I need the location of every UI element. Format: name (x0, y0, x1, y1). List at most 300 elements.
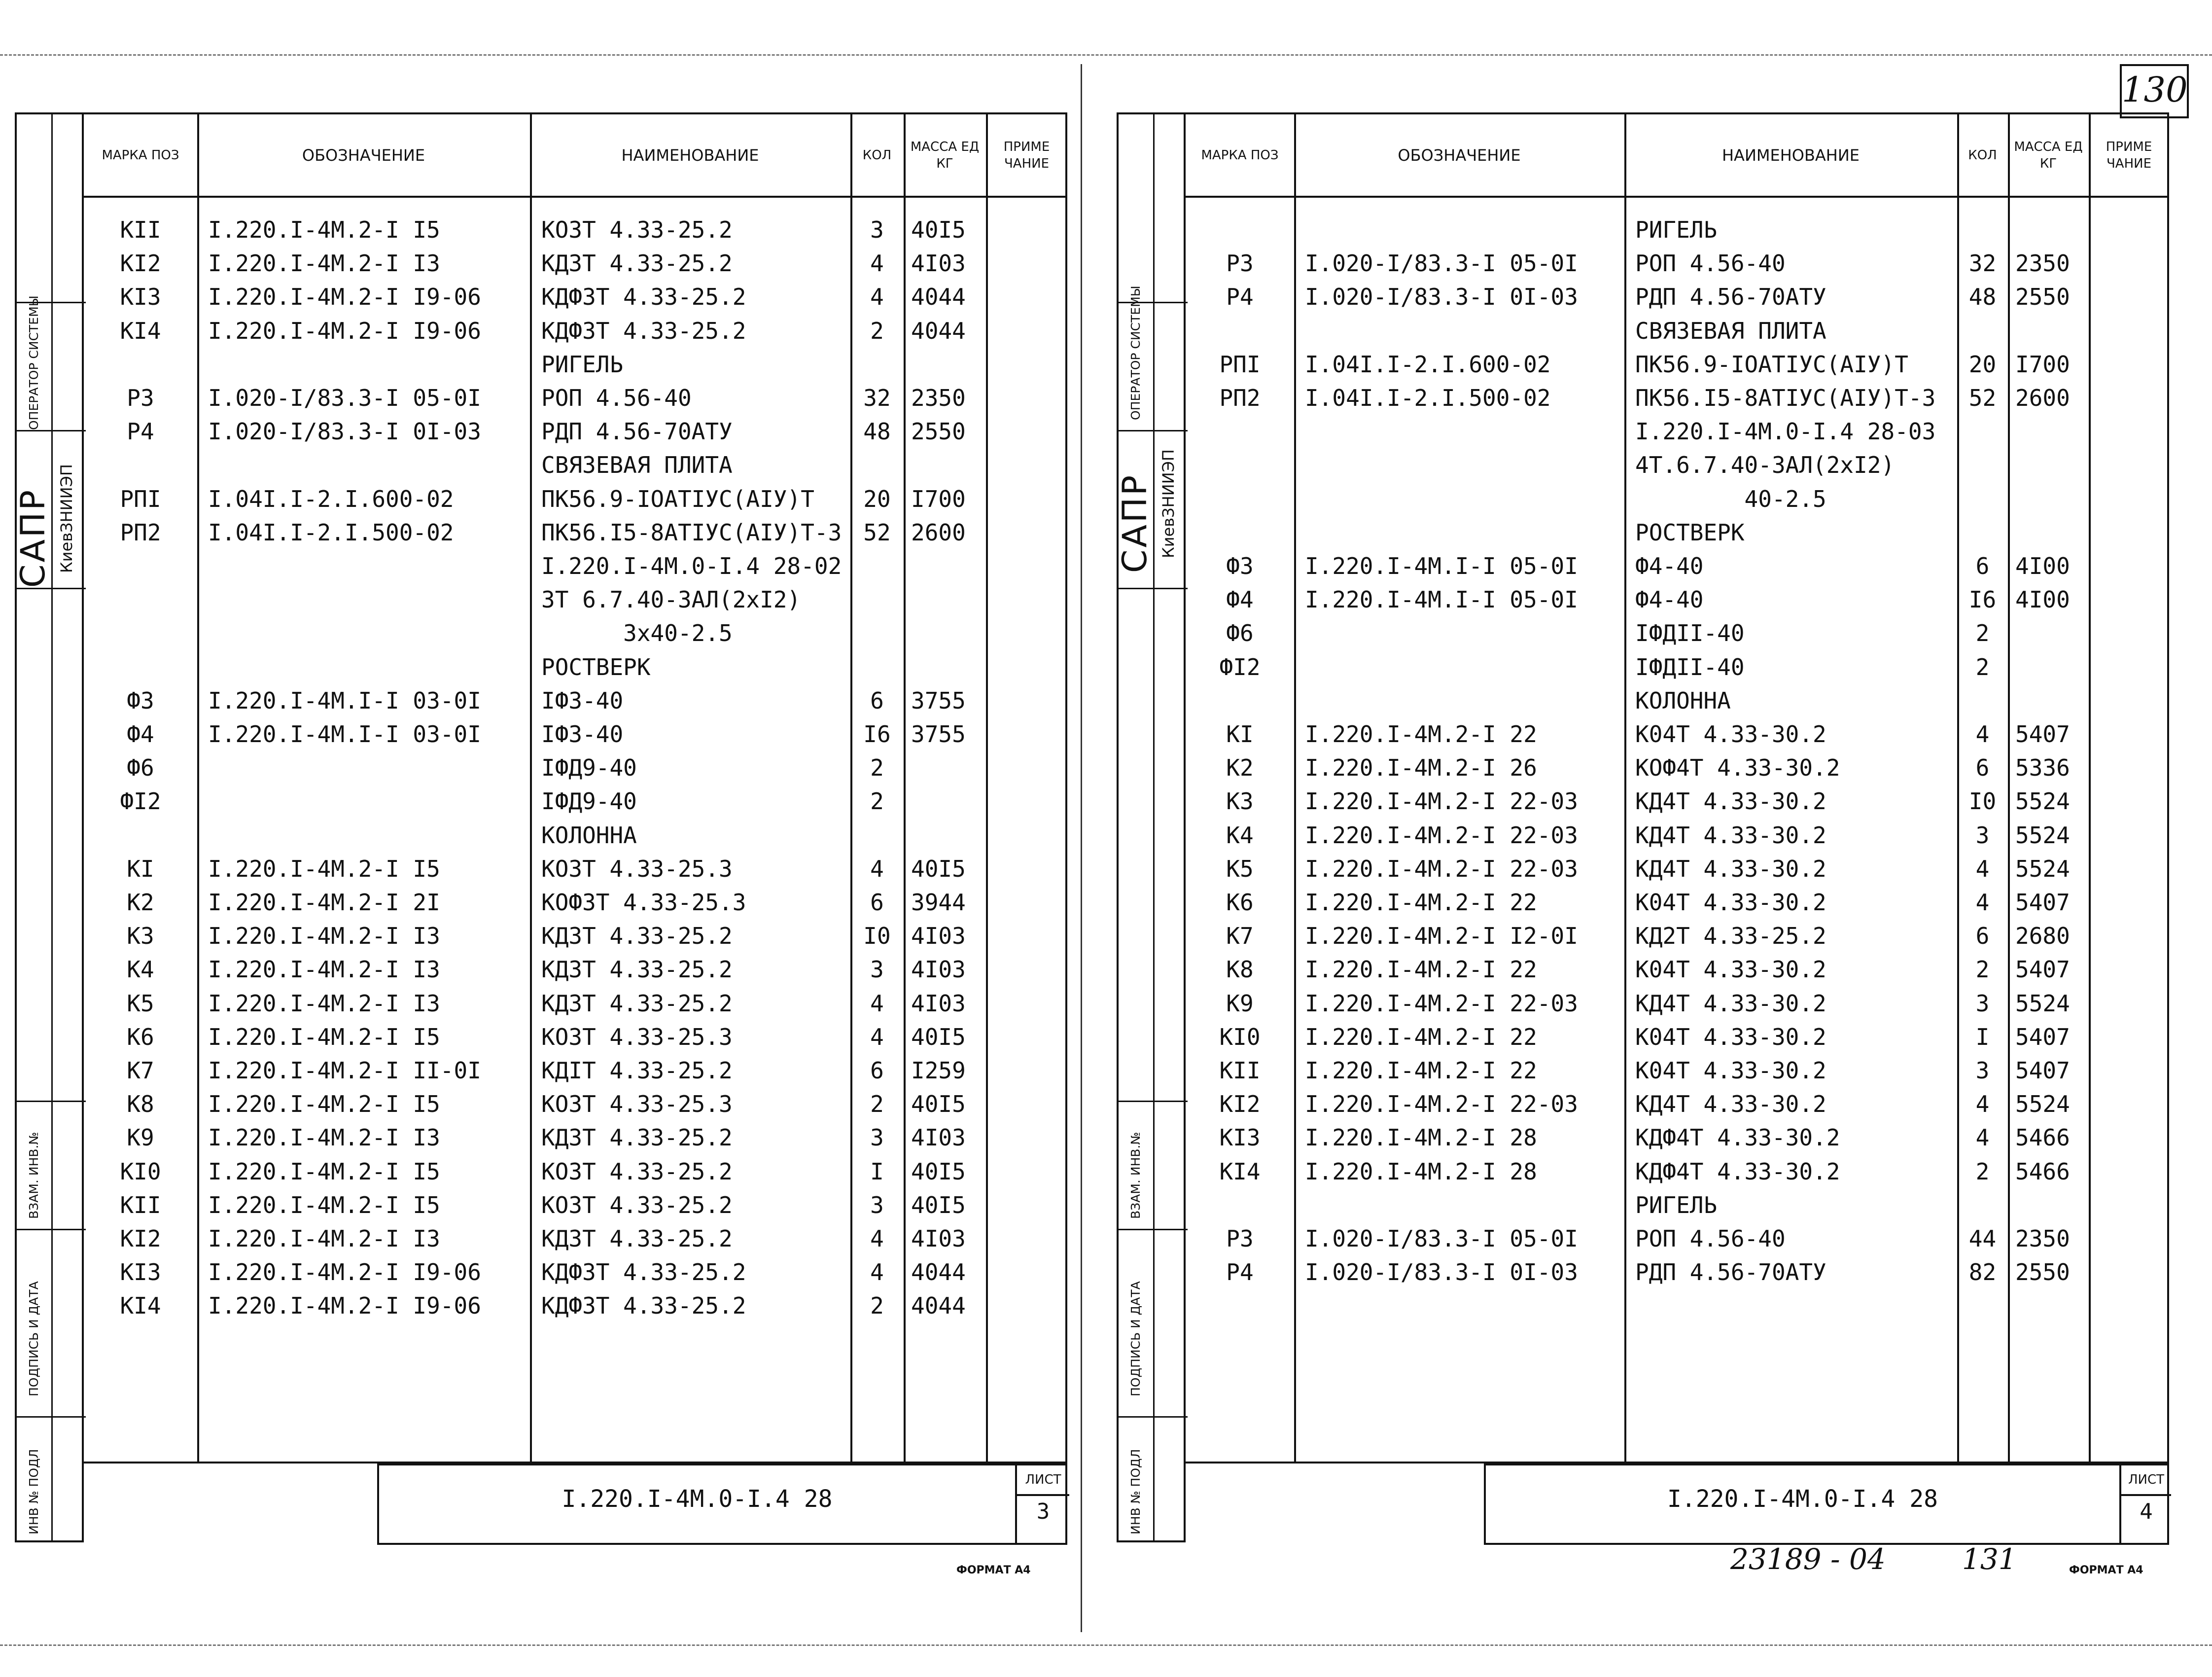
format-label: ФОРМАТ А4 (956, 1564, 1031, 1576)
row-designation: I.220.I-4M.2-I I5 (208, 855, 440, 882)
table-row (84, 1188, 1065, 1222)
row-qty: 2 (1975, 620, 1990, 647)
row-designation: I.220.I-4M.2-I 22 (1305, 889, 1537, 916)
row-mass: 4044 (911, 1292, 966, 1320)
row-name: РОП 4.56-40 (1635, 250, 1786, 277)
row-mass: 5407 (2015, 889, 2070, 916)
row-name: Ф4-40 (1635, 586, 1704, 613)
table-row (84, 1121, 1065, 1154)
table-row (1186, 1222, 2167, 1255)
row-name: КДЗТ 4.33-25.2 (541, 956, 733, 983)
row-mass: 5407 (2015, 956, 2070, 983)
row-mark: ФI2 (1219, 653, 1261, 680)
row-qty: 20 (863, 485, 891, 512)
row-name: РИГЕЛЬ (1635, 216, 1718, 243)
row-qty: 4 (870, 250, 884, 277)
table-row (1186, 616, 2167, 650)
row-name: КД4Т 4.33-30.2 (1635, 821, 1826, 849)
row-name: КОЗТ 4.33-25.3 (541, 855, 733, 882)
row-name: КОЛОННА (1635, 687, 1731, 714)
row-mass: 40I5 (911, 1158, 966, 1185)
archive-number: 23189 - 04 (1730, 1542, 1886, 1576)
row-designation: I.220.I-4M.2-I 22-03 (1305, 788, 1578, 815)
header-name: НАИМЕНОВАНИЕ (621, 145, 759, 165)
stamp-inv-orig-label: ИНВ № ПОДЛ (1128, 1449, 1143, 1534)
row-mark: К9 (1226, 990, 1254, 1017)
row-mark: Ф3 (1226, 553, 1254, 579)
row-designation: I.220.I-4M.I-I 05-0I (1305, 553, 1578, 579)
row-name: КОФ4Т 4.33-30.2 (1635, 754, 1840, 782)
row-name: КОЛОННА (541, 821, 637, 849)
row-name: К04Т 4.33-30.2 (1635, 1057, 1826, 1084)
row-name: ПК56.I5-8ATIУС(AIУ)T-3 (1635, 385, 1936, 411)
right-stamp-column (1117, 112, 1186, 1542)
row-designation: I.020-I/83.3-I 0I-03 (1305, 1259, 1578, 1286)
row-mass: 2350 (2015, 250, 2070, 277)
table-row (84, 1255, 1065, 1289)
table-row (84, 1222, 1065, 1255)
table-row (1186, 1054, 2167, 1087)
row-mass: 4044 (911, 284, 966, 311)
row-name: Ф4-40 (1635, 553, 1704, 579)
header-name: НАИМЕНОВАНИЕ (1721, 145, 1860, 165)
row-designation: I.020-I/83.3-I 05-0I (208, 385, 481, 411)
row-qty: 32 (1968, 250, 1997, 277)
row-qty: 4 (1975, 721, 1990, 748)
row-name: 4T.6.7.40-3АЛ(2хI2) (1635, 452, 1895, 479)
table-row (84, 953, 1065, 986)
row-qty: 2 (870, 788, 884, 815)
row-designation: I.020-I/83.3-I 05-0I (1305, 1225, 1578, 1252)
table-row (1186, 1020, 2167, 1054)
row-qty: 4 (1975, 1124, 1990, 1151)
sheet-divider (1081, 64, 1082, 1632)
row-designation: I.220.I-4M.2-I I3 (208, 250, 440, 277)
row-mark: Ф6 (1226, 620, 1254, 647)
table-row (1186, 348, 2167, 381)
row-mark: КII (120, 1191, 161, 1218)
row-name: РИГЕЛЬ (1635, 1191, 1718, 1218)
row-name: К04Т 4.33-30.2 (1635, 956, 1826, 983)
row-mass: 40I5 (911, 1091, 966, 1118)
row-mark: Р3 (127, 385, 154, 411)
row-mark: РПI (1219, 351, 1261, 378)
row-mark: Р4 (1226, 1259, 1254, 1286)
row-designation: I.220.I-4M.2-I I9-06 (208, 1292, 481, 1320)
header-designation: ОБОЗНАЧЕНИЕ (1398, 145, 1521, 165)
row-qty: 44 (1968, 1225, 1997, 1252)
table-row (84, 886, 1065, 919)
row-mark: КI3 (120, 284, 161, 311)
row-qty: 2 (870, 754, 884, 782)
sheet-number: 3 (1036, 1499, 1050, 1524)
stamp-org-label: КиевЗНИИЭП (1159, 449, 1178, 558)
title-block-left (377, 1463, 1067, 1545)
row-name: КДЗТ 4.33-25.2 (541, 1124, 733, 1151)
row-mass: 5407 (2015, 721, 2070, 748)
table-row (1186, 717, 2167, 751)
table-row-group (1186, 684, 2167, 717)
row-designation: I.220.I-4M.2-I 22-03 (1305, 855, 1578, 882)
row-mass: 2350 (2015, 1225, 2070, 1252)
header-qty: КОЛ (862, 147, 892, 163)
row-name: IФДII-40 (1635, 653, 1745, 680)
table-row (1186, 751, 2167, 785)
row-mass: 5466 (2015, 1158, 2070, 1185)
table-row (1186, 819, 2167, 852)
row-qty: 4 (1975, 1091, 1990, 1118)
row-designation: I.220.I-4M.2-I I5 (208, 1191, 440, 1218)
row-mark: КI (127, 855, 154, 882)
row-name: КОЗТ 4.33-25.2 (541, 1158, 733, 1185)
row-designation: I.220.I-4M.2-I I3 (208, 990, 440, 1017)
header-qty: КОЛ (1968, 147, 1997, 163)
row-name: РИГЕЛЬ (541, 351, 624, 378)
row-mass: 4I03 (911, 956, 966, 983)
table-row (84, 919, 1065, 953)
row-qty: 4 (1975, 855, 1990, 882)
stamp-operator-label: ОПЕРАТОР СИСТЕМЫ (27, 295, 41, 430)
row-mass: 4I00 (2015, 586, 2070, 613)
stamp-inv-sub-label: ВЗАМ. ИНВ.№ (27, 1132, 41, 1219)
row-name: КДIТ 4.33-25.2 (541, 1057, 733, 1084)
row-mass: 5524 (2015, 855, 2070, 882)
row-qty: 3 (870, 1124, 884, 1151)
doc-number: I.220.I-4M.0-I.4 28 (1667, 1485, 1938, 1513)
row-designation: I.220.I-4M.2-I 22-03 (1305, 990, 1578, 1017)
row-qty: 4 (870, 1225, 884, 1252)
row-qty: 4 (870, 990, 884, 1017)
row-qty: 20 (1968, 351, 1997, 378)
row-designation: I.220.I-4M.2-I I3 (208, 1124, 440, 1151)
row-designation: I.04I.I-2.I.600-02 (1305, 351, 1551, 378)
row-qty: 32 (863, 385, 891, 411)
table-row (84, 314, 1065, 348)
table-row-group (84, 650, 1065, 684)
table-row (84, 381, 1065, 415)
row-qty: 6 (870, 1057, 884, 1084)
row-qty: 2 (870, 317, 884, 344)
row-name: РОСТВЕРК (541, 653, 651, 680)
row-name: I.220.I-4M.0-I.4 28-03 (1635, 418, 1936, 445)
row-name: ПК56.I5-8ATIУС(AIУ)T-3 (541, 519, 842, 546)
row-qty: 48 (863, 418, 891, 445)
row-name: IФДII-40 (1635, 620, 1745, 647)
table-row (1186, 987, 2167, 1020)
table-row (84, 751, 1065, 785)
row-qty: 52 (863, 519, 891, 546)
row-mass: 3944 (911, 889, 966, 916)
table-row (84, 987, 1065, 1020)
table-row (84, 1155, 1065, 1188)
row-qty: 82 (1968, 1259, 1997, 1286)
row-mark: Р4 (1226, 284, 1254, 311)
row-name: КДЗТ 4.33-25.2 (541, 990, 733, 1017)
row-qty: 2 (1975, 956, 1990, 983)
row-qty: 3 (870, 216, 884, 243)
table-row (1186, 1087, 2167, 1121)
row-name: К04Т 4.33-30.2 (1635, 721, 1826, 748)
row-mass: 2550 (911, 418, 966, 445)
table-row-group (1186, 516, 2167, 549)
row-designation: I.04I.I-2.I.500-02 (208, 519, 454, 546)
table-row-group (84, 549, 1065, 583)
table-row (84, 280, 1065, 314)
row-designation: I.220.I-4M.2-I 28 (1305, 1158, 1537, 1185)
row-qty: 2 (870, 1292, 884, 1320)
table-row-group (1186, 1188, 2167, 1222)
row-mass: 3755 (911, 687, 966, 714)
row-qty: I (870, 1158, 884, 1185)
row-designation: I.220.I-4M.2-I I3 (208, 1225, 440, 1252)
row-name: IФД9-40 (541, 754, 637, 782)
row-name: КДФЗТ 4.33-25.2 (541, 317, 746, 344)
row-designation: I.220.I-4M.2-I 22-03 (1305, 1091, 1578, 1118)
row-mark: К5 (1226, 855, 1254, 882)
table-row (1186, 549, 2167, 583)
stamp-operator-label: ОПЕРАТОР СИСТЕМЫ (1128, 285, 1143, 420)
row-name: КД4Т 4.33-30.2 (1635, 788, 1826, 815)
row-mass: 5524 (2015, 1091, 2070, 1118)
sheet-number: 4 (2140, 1499, 2153, 1524)
table-row (1186, 280, 2167, 314)
row-mark: КI3 (1219, 1124, 1261, 1151)
row-mass: 4I03 (911, 990, 966, 1017)
row-designation: I.220.I-4M.2-I 28 (1305, 1124, 1537, 1151)
row-mark: К2 (1226, 754, 1254, 782)
row-mark: Р4 (127, 418, 154, 445)
row-name: РДП 4.56-70АТУ (541, 418, 733, 445)
row-mark: Ф6 (127, 754, 154, 782)
table-row (84, 1289, 1065, 1322)
table-row (84, 213, 1065, 247)
row-mass: 40I5 (911, 1023, 966, 1050)
row-mass: 2350 (911, 385, 966, 411)
table-row (1186, 852, 2167, 886)
row-designation: I.220.I-4M.2-I 22 (1305, 956, 1537, 983)
row-name: КД2Т 4.33-25.2 (1635, 923, 1826, 950)
row-name: КД4Т 4.33-30.2 (1635, 855, 1826, 882)
row-qty: 48 (1968, 284, 1997, 311)
table-row (84, 516, 1065, 549)
row-mark: Р3 (1226, 1225, 1254, 1252)
row-qty: 4 (870, 855, 884, 882)
table-row-group (84, 448, 1065, 482)
row-mark: РП2 (120, 519, 161, 546)
row-mark: ФI2 (120, 788, 161, 815)
row-mark: КI3 (120, 1259, 161, 1286)
row-mark: К3 (127, 923, 154, 950)
row-mass: 4I03 (911, 923, 966, 950)
row-designation: I.020-I/83.3-I 0I-03 (1305, 284, 1578, 311)
row-mass: I700 (911, 485, 966, 512)
row-name: I.220.I-4M.0-I.4 28-02 (541, 553, 842, 579)
row-mark: К4 (127, 956, 154, 983)
row-name: КДФЗТ 4.33-25.2 (541, 1292, 746, 1320)
row-name: ПК56.9-IOATIУС(AIУ)T (541, 485, 814, 512)
row-mark: Р3 (1226, 250, 1254, 277)
row-designation: I.220.I-4M.2-I I5 (208, 216, 440, 243)
row-qty: I0 (863, 923, 891, 950)
row-name: IФ3-40 (541, 687, 624, 714)
stamp-system-label: САПР (1116, 473, 1155, 573)
row-designation: I.220.I-4M.2-I 22-03 (1305, 821, 1578, 849)
row-qty: 3 (1975, 990, 1990, 1017)
row-name: СВЯЗЕВАЯ ПЛИТА (1635, 317, 1826, 344)
stamp-inv-sub-label: ВЗАМ. ИНВ.№ (1128, 1132, 1143, 1219)
row-mass: 2600 (2015, 385, 2070, 411)
row-name: КДЗТ 4.33-25.2 (541, 1225, 733, 1252)
row-mass: 4044 (911, 1259, 966, 1286)
row-qty: I (1975, 1023, 1990, 1050)
row-designation: I.220.I-4M.2-I I5 (208, 1091, 440, 1118)
row-name: КД4Т 4.33-30.2 (1635, 1091, 1826, 1118)
row-qty: 6 (870, 889, 884, 916)
table-row (84, 1087, 1065, 1121)
header-note: ПРИМЕ ЧАНИЕ (2106, 139, 2152, 171)
row-designation: I.220.I-4M.2-I 22 (1305, 1057, 1537, 1084)
row-qty: 3 (870, 1191, 884, 1218)
table-row (84, 482, 1065, 516)
row-name: СВЯЗЕВАЯ ПЛИТА (541, 452, 733, 479)
row-mark: Ф4 (127, 721, 154, 748)
table-row (1186, 1255, 2167, 1289)
table-row (1186, 1155, 2167, 1188)
row-name: К04Т 4.33-30.2 (1635, 1023, 1826, 1050)
row-qty: 2 (1975, 1158, 1990, 1185)
row-name: КОЗТ 4.33-25.2 (541, 1191, 733, 1218)
page-number-box: 130 (2120, 64, 2189, 118)
row-name: РДП 4.56-70АТУ (1635, 1259, 1826, 1286)
row-name: КОЗТ 4.33-25.3 (541, 1023, 733, 1050)
row-mark: КI4 (120, 1292, 161, 1320)
row-qty: 4 (870, 284, 884, 311)
table-row (1186, 886, 2167, 919)
row-name: К04Т 4.33-30.2 (1635, 889, 1826, 916)
row-qty: I6 (1968, 586, 1997, 613)
row-mark: РПI (120, 485, 161, 512)
row-name: КД4Т 4.33-30.2 (1635, 990, 1826, 1017)
row-mark: КI2 (1219, 1091, 1261, 1118)
row-mass: 2680 (2015, 923, 2070, 950)
row-mark: К8 (127, 1091, 154, 1118)
row-mark: К7 (127, 1057, 154, 1084)
table-row-group (84, 583, 1065, 616)
row-name: КДФ4Т 4.33-30.2 (1635, 1124, 1840, 1151)
table-row-group (84, 819, 1065, 852)
row-qty: 6 (870, 687, 884, 714)
format-label: ФОРМАТ А4 (2069, 1564, 2143, 1576)
row-qty: 4 (870, 1259, 884, 1286)
header-mark: МАРКА ПОЗ (1201, 147, 1279, 163)
table-row-group (1186, 415, 2167, 448)
table-row (84, 785, 1065, 818)
row-designation: I.220.I-4M.2-I 26 (1305, 754, 1537, 782)
row-mass: 4I03 (911, 1225, 966, 1252)
row-designation: I.04I.I-2.I.600-02 (208, 485, 454, 512)
table-row (1186, 247, 2167, 280)
row-mass: 4I03 (911, 1124, 966, 1151)
row-designation: I.220.I-4M.2-I I3 (208, 956, 440, 983)
table-row (1186, 650, 2167, 684)
row-mass: 40I5 (911, 855, 966, 882)
header-mass: МАССА ЕД КГ (2014, 139, 2083, 171)
row-qty: 52 (1968, 385, 1997, 411)
doc-number: I.220.I-4M.0-I.4 28 (562, 1485, 833, 1513)
row-designation: I.220.I-4M.2-I I5 (208, 1158, 440, 1185)
table-row-group (1186, 448, 2167, 482)
row-qty: I0 (1968, 788, 1997, 815)
row-qty: I6 (863, 721, 891, 748)
row-mark: Ф3 (127, 687, 154, 714)
row-name: РОП 4.56-40 (1635, 1225, 1786, 1252)
row-mass: I259 (911, 1057, 966, 1084)
row-name: КДФЗТ 4.33-25.2 (541, 1259, 746, 1286)
row-mark: КI (1226, 721, 1254, 748)
row-mass: 2550 (2015, 1259, 2070, 1286)
row-mass: 5524 (2015, 821, 2070, 849)
stamp-org-label: КиевЗНИИЭП (57, 464, 76, 573)
row-mark: К6 (1226, 889, 1254, 916)
row-mass: 4044 (911, 317, 966, 344)
table-row (1186, 381, 2167, 415)
row-mark: К8 (1226, 956, 1254, 983)
row-designation: I.020-I/83.3-I 05-0I (1305, 250, 1578, 277)
table-row (1186, 953, 2167, 986)
row-designation: I.220.I-4M.2-I I5 (208, 1023, 440, 1050)
row-designation: I.220.I-4M.I-I 03-0I (208, 721, 481, 748)
header-mass: МАССА ЕД КГ (910, 139, 980, 171)
row-designation: I.020-I/83.3-I 0I-03 (208, 418, 481, 445)
row-mark: К4 (1226, 821, 1254, 849)
sheet-left (14, 112, 1065, 1576)
row-qty: 3 (1975, 821, 1990, 849)
row-mass: 2600 (911, 519, 966, 546)
header-mark: МАРКА ПОЗ (102, 147, 179, 163)
table-row-group (1186, 482, 2167, 516)
row-mark: КI4 (1219, 1158, 1261, 1185)
row-name: ПК56.9-IOATIУС(AIУ)T (1635, 351, 1908, 378)
row-name: РДП 4.56-70АТУ (1635, 284, 1826, 311)
table-row (84, 684, 1065, 717)
row-designation: I.220.I-4M.2-I I9-06 (208, 317, 481, 344)
row-mark: РП2 (1219, 385, 1261, 411)
row-mass: 5407 (2015, 1023, 2070, 1050)
row-name: РОСТВЕРК (1635, 519, 1745, 546)
header-designation: ОБОЗНАЧЕНИЕ (302, 145, 425, 165)
row-mark: КI2 (120, 1225, 161, 1252)
row-mark: К2 (127, 889, 154, 916)
table-row (1186, 919, 2167, 953)
table-row (1186, 785, 2167, 818)
row-mass: 3755 (911, 721, 966, 748)
row-designation: I.220.I-4M.2-I I2-0I (1305, 923, 1578, 950)
row-designation: I.220.I-4M.2-I 2I (208, 889, 440, 916)
spec-table-left (84, 112, 1067, 1463)
row-mass: 5407 (2015, 1057, 2070, 1084)
row-name: КДЗТ 4.33-25.2 (541, 923, 733, 950)
row-qty: 6 (1975, 923, 1990, 950)
row-name: КДФ4Т 4.33-30.2 (1635, 1158, 1840, 1185)
table-row-group (84, 616, 1065, 650)
sheet-label: ЛИСТ (1025, 1472, 1061, 1487)
row-qty: 2 (1975, 653, 1990, 680)
row-designation: I.220.I-4M.2-I 22 (1305, 721, 1537, 748)
row-designation: I.220.I-4M.2-I I9-06 (208, 1259, 481, 1286)
row-name: КДЗТ 4.33-25.2 (541, 250, 733, 277)
table-row (1186, 583, 2167, 616)
row-mark: К7 (1226, 923, 1254, 950)
